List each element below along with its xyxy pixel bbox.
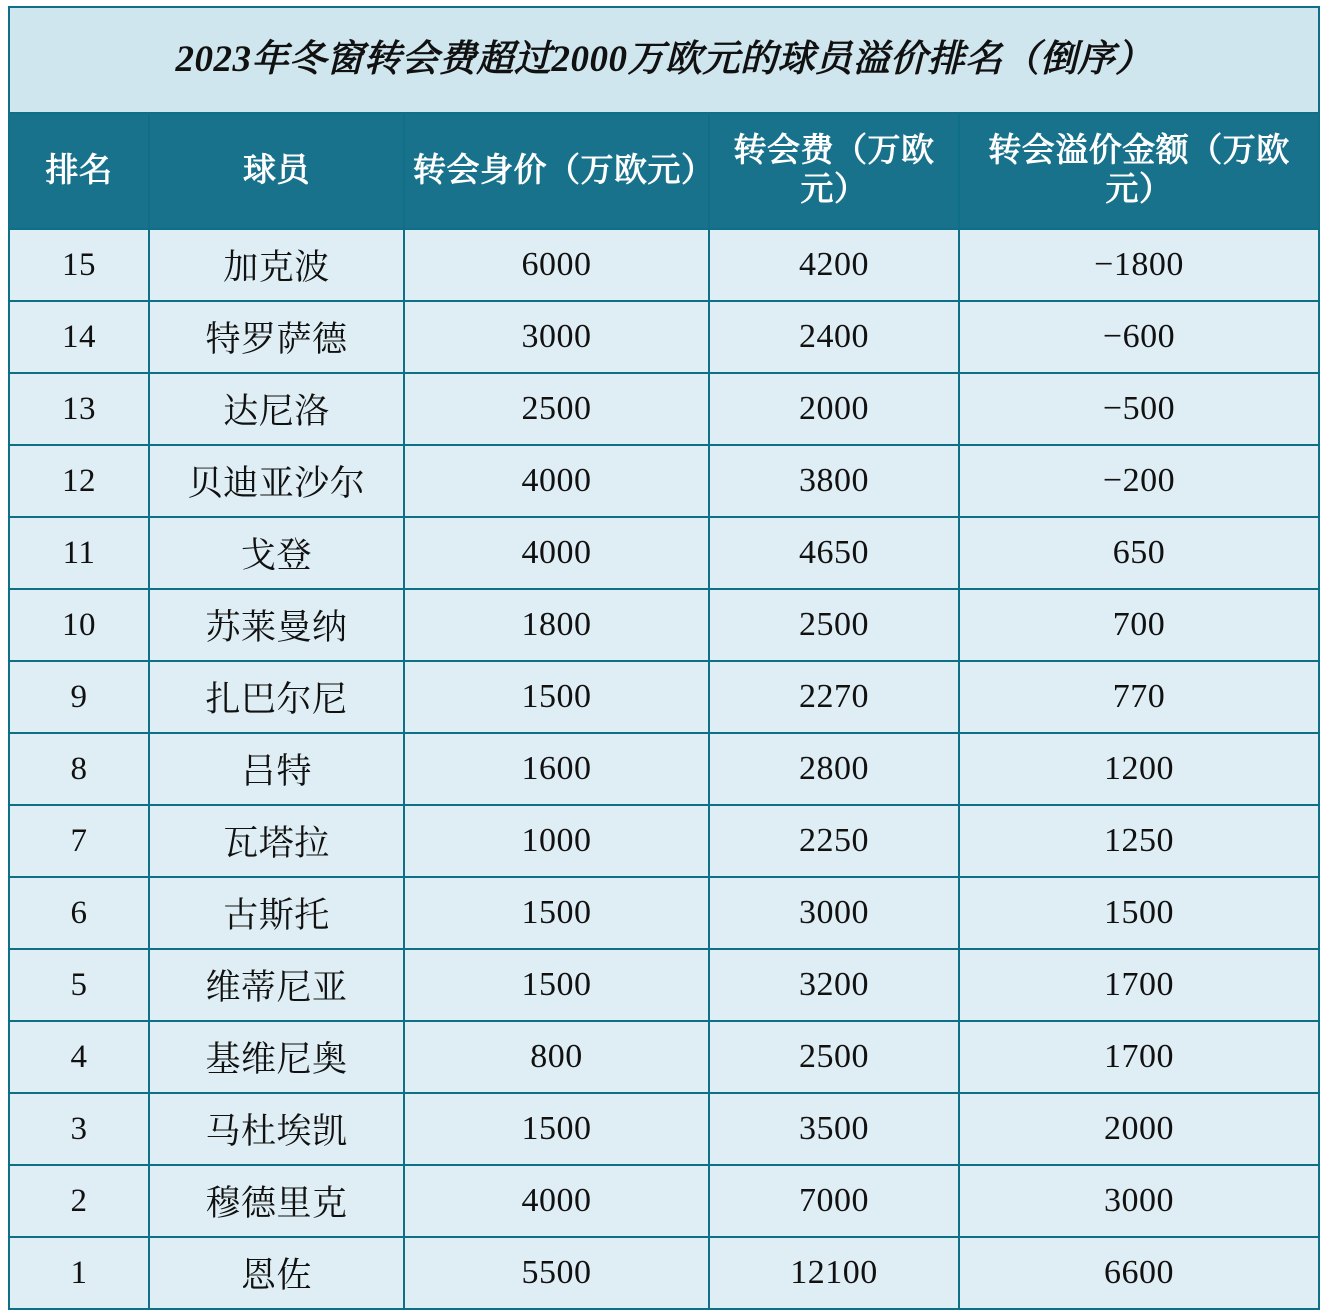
cell-rank: 7: [9, 805, 149, 877]
cell-rank: 15: [9, 229, 149, 301]
cell-player: 穆德里克: [149, 1165, 404, 1237]
cell-premium: 650: [959, 517, 1319, 589]
cell-player: 瓦塔拉: [149, 805, 404, 877]
column-header-market-value: 转会身价（万欧元）: [404, 113, 709, 229]
cell-player: 古斯托: [149, 877, 404, 949]
table-row: [9, 1165, 1319, 1237]
cell-transfer-fee: 4650: [709, 517, 959, 589]
cell-transfer-fee: 3000: [709, 877, 959, 949]
cell-rank: 11: [9, 517, 149, 589]
cell-market-value: 4000: [404, 517, 709, 589]
cell-premium: 1500: [959, 877, 1319, 949]
cell-rank: 12: [9, 445, 149, 517]
cell-player: 马杜埃凯: [149, 1093, 404, 1165]
cell-player: 基维尼奥: [149, 1021, 404, 1093]
cell-transfer-fee: 4200: [709, 229, 959, 301]
cell-premium: 3000: [959, 1165, 1319, 1237]
cell-market-value: 5500: [404, 1237, 709, 1309]
cell-market-value: 1500: [404, 1093, 709, 1165]
cell-market-value: 1800: [404, 589, 709, 661]
cell-premium: 2000: [959, 1093, 1319, 1165]
cell-transfer-fee: 2800: [709, 733, 959, 805]
cell-market-value: 4000: [404, 445, 709, 517]
cell-rank: 8: [9, 733, 149, 805]
cell-player: 苏莱曼纳: [149, 589, 404, 661]
cell-premium: 700: [959, 589, 1319, 661]
table-row: [9, 1237, 1319, 1309]
cell-market-value: 800: [404, 1021, 709, 1093]
cell-player: 扎巴尔尼: [149, 661, 404, 733]
cell-rank: 14: [9, 301, 149, 373]
cell-rank: 4: [9, 1021, 149, 1093]
cell-player: 戈登: [149, 517, 404, 589]
cell-market-value: 1500: [404, 877, 709, 949]
cell-rank: 2: [9, 1165, 149, 1237]
cell-premium: −500: [959, 373, 1319, 445]
cell-transfer-fee: 3800: [709, 445, 959, 517]
table-row: [9, 229, 1319, 301]
cell-rank: 13: [9, 373, 149, 445]
column-header-transfer-fee: 转会费（万欧元）: [709, 113, 959, 229]
table-row: [9, 661, 1319, 733]
cell-market-value: 1500: [404, 949, 709, 1021]
cell-transfer-fee: 2500: [709, 1021, 959, 1093]
cell-rank: 9: [9, 661, 149, 733]
table-row: [9, 733, 1319, 805]
cell-premium: 1700: [959, 1021, 1319, 1093]
column-header-player: 球员: [149, 113, 404, 229]
cell-market-value: 3000: [404, 301, 709, 373]
table-title-row: [9, 7, 1319, 113]
cell-player: 达尼洛: [149, 373, 404, 445]
table-row: [9, 517, 1319, 589]
column-header-premium: 转会溢价金额（万欧元）: [959, 113, 1319, 229]
cell-transfer-fee: 12100: [709, 1237, 959, 1309]
cell-rank: 5: [9, 949, 149, 1021]
cell-transfer-fee: 2250: [709, 805, 959, 877]
cell-rank: 6: [9, 877, 149, 949]
table-row: [9, 805, 1319, 877]
table-row: [9, 1021, 1319, 1093]
cell-rank: 3: [9, 1093, 149, 1165]
cell-rank: 10: [9, 589, 149, 661]
cell-player: 维蒂尼亚: [149, 949, 404, 1021]
cell-transfer-fee: 2400: [709, 301, 959, 373]
cell-transfer-fee: 3500: [709, 1093, 959, 1165]
premium-ranking-table: [8, 6, 1320, 1310]
cell-transfer-fee: 7000: [709, 1165, 959, 1237]
table-body: [9, 229, 1319, 1309]
page-title: 2023年冬窗转会费超过2000万欧元的球员溢价排名（倒序）: [9, 7, 1319, 113]
table-row: [9, 445, 1319, 517]
cell-player: 加克波: [149, 229, 404, 301]
table-row: [9, 1093, 1319, 1165]
cell-premium: −600: [959, 301, 1319, 373]
cell-player: 吕特: [149, 733, 404, 805]
cell-premium: 6600: [959, 1237, 1319, 1309]
cell-transfer-fee: 2000: [709, 373, 959, 445]
cell-transfer-fee: 2500: [709, 589, 959, 661]
table-row: [9, 373, 1319, 445]
cell-rank: 1: [9, 1237, 149, 1309]
table-row: [9, 301, 1319, 373]
cell-premium: 770: [959, 661, 1319, 733]
cell-premium: −200: [959, 445, 1319, 517]
cell-player: 恩佐: [149, 1237, 404, 1309]
cell-transfer-fee: 3200: [709, 949, 959, 1021]
cell-premium: 1200: [959, 733, 1319, 805]
column-header-rank: 排名: [9, 113, 149, 229]
cell-player: 贝迪亚沙尔: [149, 445, 404, 517]
cell-market-value: 1000: [404, 805, 709, 877]
cell-player: 特罗萨德: [149, 301, 404, 373]
cell-market-value: 1600: [404, 733, 709, 805]
cell-premium: 1250: [959, 805, 1319, 877]
cell-market-value: 2500: [404, 373, 709, 445]
table-row: [9, 589, 1319, 661]
cell-transfer-fee: 2270: [709, 661, 959, 733]
cell-market-value: 6000: [404, 229, 709, 301]
cell-premium: 1700: [959, 949, 1319, 1021]
table-header-row: [9, 113, 1319, 229]
cell-market-value: 4000: [404, 1165, 709, 1237]
cell-market-value: 1500: [404, 661, 709, 733]
cell-premium: −1800: [959, 229, 1319, 301]
table-row: [9, 877, 1319, 949]
table-row: [9, 949, 1319, 1021]
